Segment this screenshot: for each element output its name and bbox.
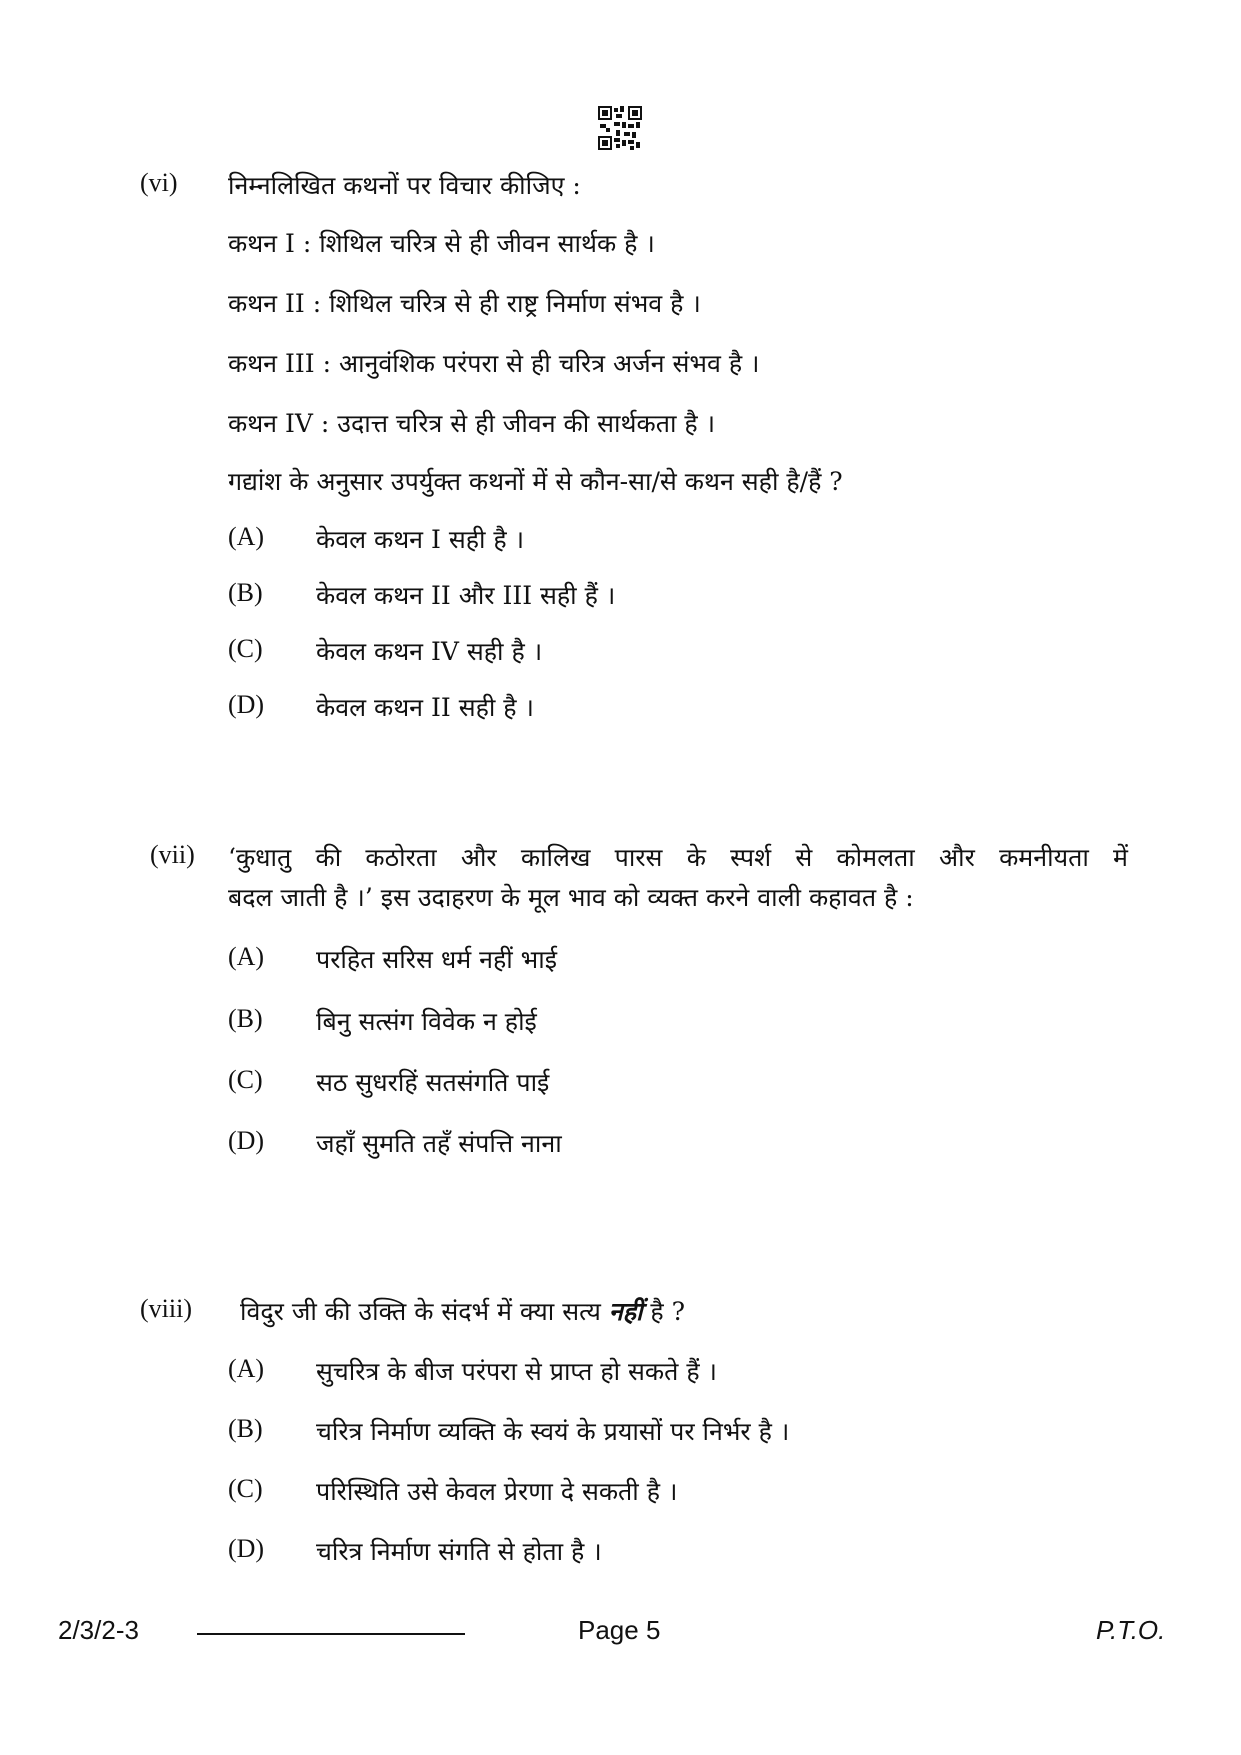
option-text: केवल कथन I सही है । xyxy=(316,525,525,554)
paper-code: 2/3/2-3 xyxy=(58,1615,139,1645)
option-label: (A) xyxy=(228,1354,265,1383)
option-text: केवल कथन II और III सही हैं । xyxy=(316,581,616,610)
option-label: (C) xyxy=(228,1065,263,1094)
question-prompt-line-2: बदल जाती है ।’ इस उदाहरण के मूल भाव को व्यक्त करने वाली कहावत है : xyxy=(228,883,914,912)
option-label: (B) xyxy=(228,1414,263,1443)
option-text: केवल कथन IV सही है । xyxy=(316,637,543,666)
negation-emphasis: नहीं xyxy=(608,1297,643,1326)
question-vii xyxy=(140,840,1140,1170)
question-prompt: निम्नलिखित कथनों पर विचार कीजिए : xyxy=(228,171,581,200)
page-footer xyxy=(0,1615,1241,1655)
option-text: केवल कथन II सही है । xyxy=(316,693,534,722)
option-label: (B) xyxy=(228,1004,263,1033)
option-label: (D) xyxy=(228,690,265,719)
statement-ii: कथन II : शिथिल चरित्र से ही राष्ट्र निर्माण संभव है । xyxy=(228,289,701,318)
statement-i: कथन I : शिथिल चरित्र से ही जीवन सार्थक है । xyxy=(228,229,655,258)
question-prompt-line-1: ‘कुधातु की कठोरता और कालिख पारस के स्पर्श से कोमलता और कमनीयता में xyxy=(228,843,1128,872)
question-vi xyxy=(140,168,1140,728)
option-text: चरित्र निर्माण संगति से होता है । xyxy=(316,1537,602,1566)
option-label: (C) xyxy=(228,1474,263,1503)
statement-iv: कथन IV : उदात्त चरित्र से ही जीवन की सार्थकता है । xyxy=(228,409,716,438)
question-prompt-before: विदुर जी की उक्ति के संदर्भ में क्या सत्य xyxy=(240,1297,609,1326)
option-text: बिनु सत्संग विवेक न होई xyxy=(316,1007,537,1036)
option-label: (A) xyxy=(228,942,265,971)
question-prompt xyxy=(240,1294,685,1328)
question-number: (viii) xyxy=(140,1294,192,1323)
option-label: (D) xyxy=(228,1126,265,1155)
question-stem: गद्यांश के अनुसार उपर्युक्त कथनों में से कौन-सा/से कथन सही है/हैं ? xyxy=(228,467,843,496)
question-viii xyxy=(140,1294,1140,1574)
footer-divider xyxy=(197,1633,465,1635)
option-text: सुचरित्र के बीज परंपरा से प्राप्त हो सकते हैं । xyxy=(316,1357,718,1386)
page-number: Page 5 xyxy=(578,1615,661,1645)
option-label: (C) xyxy=(228,634,263,663)
option-text: चरित्र निर्माण व्यक्ति के स्वयं के प्रयासों पर निर्भर है । xyxy=(316,1417,790,1446)
qr-code-icon xyxy=(598,106,642,150)
option-text: परहित सरिस धर्म नहीं भाई xyxy=(316,945,557,974)
question-prompt-after: है ? xyxy=(642,1297,686,1326)
please-turn-over: P.T.O. xyxy=(1096,1615,1166,1645)
option-text: जहाँ सुमति तहँ संपत्ति नाना xyxy=(316,1129,562,1158)
option-label: (A) xyxy=(228,522,265,551)
option-label: (B) xyxy=(228,578,263,607)
option-text: परिस्थिति उसे केवल प्रेरणा दे सकती है । xyxy=(316,1477,678,1506)
option-label: (D) xyxy=(228,1534,265,1563)
statement-iii: कथन III : आनुवंशिक परंपरा से ही चरित्र अर्जन संभव है । xyxy=(228,349,760,378)
question-number: (vi) xyxy=(140,168,178,197)
option-text: सठ सुधरहिं सतसंगति पाई xyxy=(316,1068,550,1097)
question-number: (vii) xyxy=(150,840,195,869)
